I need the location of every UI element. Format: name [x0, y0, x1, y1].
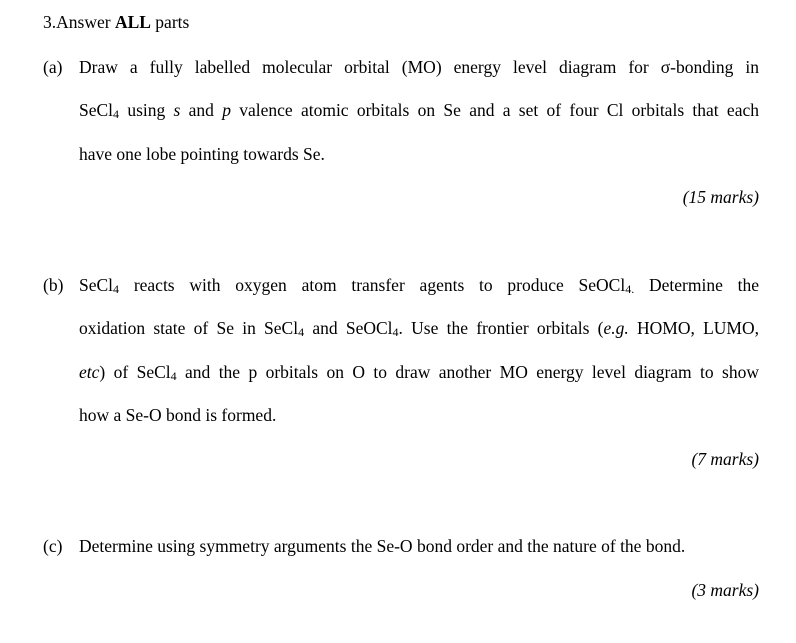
part-a-marks	[683, 187, 759, 208]
italic-run: p	[222, 100, 231, 120]
heading-bold-all: ALL	[114, 12, 151, 32]
marks-text: (3 marks)	[691, 580, 759, 600]
text-run: ) of SeCl	[99, 362, 171, 382]
question-heading	[43, 12, 189, 33]
text-run: SeCl	[79, 100, 114, 120]
text-run: reacts with oxygen atom transfer agents to produce SeOCl	[119, 275, 626, 295]
part-a-line-2	[79, 100, 759, 122]
part-b-marks	[691, 449, 759, 470]
part-b-line-1	[79, 275, 759, 297]
subscript: 4	[298, 325, 305, 339]
text-run: and SeOCl	[304, 318, 393, 338]
part-c-label: (c)	[43, 536, 63, 556]
subscript: 4	[113, 282, 120, 296]
text-run: Determine the	[634, 275, 759, 295]
marks-text: (7 marks)	[691, 449, 759, 469]
italic-run: e.g.	[603, 318, 629, 338]
text-run: SeCl	[79, 275, 114, 295]
heading-text-end: parts	[150, 12, 190, 32]
part-b-line-4: how a Se-O bond is formed.	[79, 405, 277, 425]
text-run: using	[119, 100, 174, 120]
part-b-line-3	[79, 362, 759, 384]
heading-text: Answer	[56, 12, 115, 32]
text-run: HOMO, LUMO,	[628, 318, 759, 338]
text-run: and the p orbitals on O to draw another MO energy level diagram to show	[176, 362, 759, 382]
text-run: and	[180, 100, 223, 120]
subscript: 4.	[625, 282, 635, 296]
marks-text: (15 marks)	[682, 187, 759, 207]
italic-run: s	[173, 100, 181, 120]
text-run: valence atomic orbitals on Se and a set of four Cl orbitals that each	[230, 100, 759, 120]
subscript: 4	[392, 325, 399, 339]
text-run: . Use the frontier orbitals (	[398, 318, 604, 338]
part-a-line-3: have one lobe pointing towards Se.	[79, 144, 325, 164]
part-c-line-1: Determine using symmetry arguments the Se-O bond order and the nature of the bond.	[79, 536, 686, 556]
question-number: 3.	[43, 12, 57, 32]
subscript: 4	[170, 369, 177, 383]
part-b-line-2	[79, 318, 759, 340]
part-a-line-1: Draw a fully labelled molecular orbital (MO) energy level diagram for σ-bonding in	[79, 57, 759, 77]
part-b-label: (b)	[43, 275, 64, 295]
part-c-marks	[691, 580, 759, 601]
subscript: 4	[113, 107, 120, 121]
text-run: oxidation state of Se in SeCl	[79, 318, 299, 338]
italic-run: etc	[79, 362, 100, 382]
part-a-label: (a)	[43, 57, 63, 77]
